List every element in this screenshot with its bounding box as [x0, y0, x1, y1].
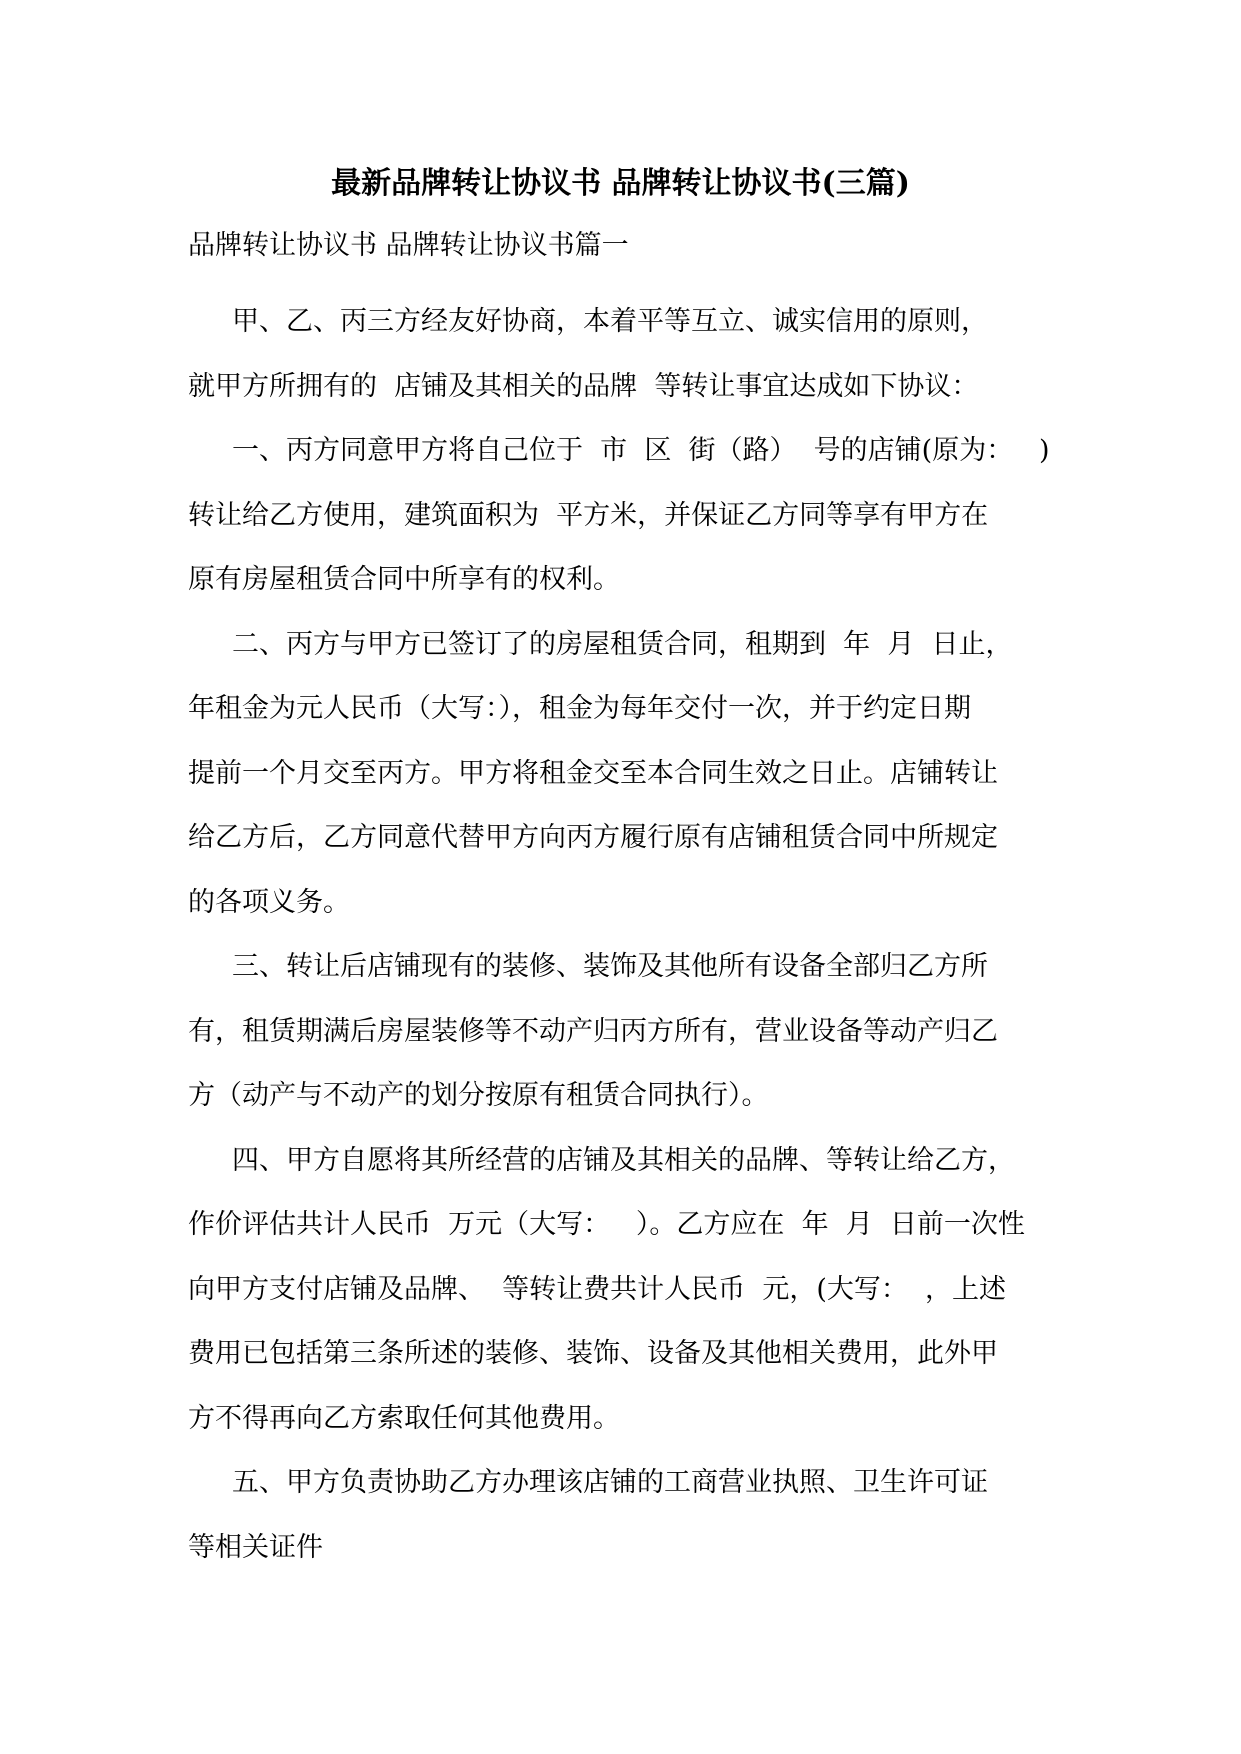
- paragraph-line: 提前一个月交至丙方。甲方将租金交至本合同生效之日止。店铺转让: [188, 757, 998, 789]
- paragraph-line: 作价评估共计人民币 万元（大写： ）。乙方应在 年 月 日前一次性: [188, 1209, 1025, 1240]
- paragraph: [188, 613, 1063, 936]
- paragraph-line: 等相关证件: [188, 1531, 323, 1563]
- document-body: [188, 222, 1063, 1580]
- paragraph: [188, 419, 1063, 613]
- document-subtitle: 品牌转让协议书 品牌转让协议书篇一: [188, 230, 629, 261]
- paragraph-line: 方不得再向乙方索取任何其他费用。: [188, 1402, 620, 1434]
- paragraph-line: 四、甲方自愿将其所经营的店铺及其相关的品牌、等转让给乙方，: [232, 1144, 1015, 1176]
- paragraph: [188, 1451, 1063, 1580]
- paragraph-line: 转让给乙方使用，建筑面积为 平方米，并保证乙方同等享有甲方在: [188, 499, 989, 531]
- paragraph-line: 原有房屋租赁合同中所享有的权利。: [188, 564, 620, 595]
- paragraph-line: 方（动产与不动产的划分按原有租赁合同执行）。: [188, 1080, 769, 1111]
- paragraph: [188, 935, 1063, 1129]
- paragraph: [188, 290, 1063, 419]
- paragraph-line: 的各项义务。: [188, 886, 350, 918]
- paragraph-line: 向甲方支付店铺及品牌、 等转让费共计人民币 元，(大写： ，上述: [188, 1273, 1007, 1305]
- paragraph-line: 二、丙方与甲方已签订了的房屋租赁合同，租期到 年 月 日止，: [232, 628, 1013, 660]
- paragraph-line: 五、甲方负责协助乙方办理该店铺的工商营业执照、卫生许可证: [232, 1467, 988, 1498]
- paragraph-line: 就甲方所拥有的 店铺及其相关的品牌 等转让事宜达成如下协议：: [188, 370, 979, 402]
- paragraph-line: 费用已包括第三条所述的装修、装饰、设备及其他相关费用，此外甲: [188, 1338, 998, 1369]
- paragraph-line: 有，租赁期满后房屋装修等不动产归丙方所有，营业设备等动产归乙: [188, 1015, 998, 1047]
- paragraph-line: 一、丙方同意甲方将自己位于 市 区 街（路） 号的店铺(原为： ): [232, 435, 1050, 466]
- document-title: 最新品牌转让协议书 品牌转让协议书(三篇): [331, 166, 910, 201]
- paragraph-line: 年租金为元人民币（大写：），租金为每年交付一次，并于约定日期: [188, 693, 971, 724]
- paragraph-line: 甲、乙、丙三方经友好协商，本着平等互立、诚实信用的原则，: [232, 306, 988, 337]
- paragraph: [188, 1129, 1063, 1452]
- paragraph-line: 三、转让后店铺现有的装修、装饰及其他所有设备全部归乙方所: [232, 951, 988, 982]
- paragraph-line: 给乙方后，乙方同意代替甲方向丙方履行原有店铺租赁合同中所规定: [188, 822, 998, 853]
